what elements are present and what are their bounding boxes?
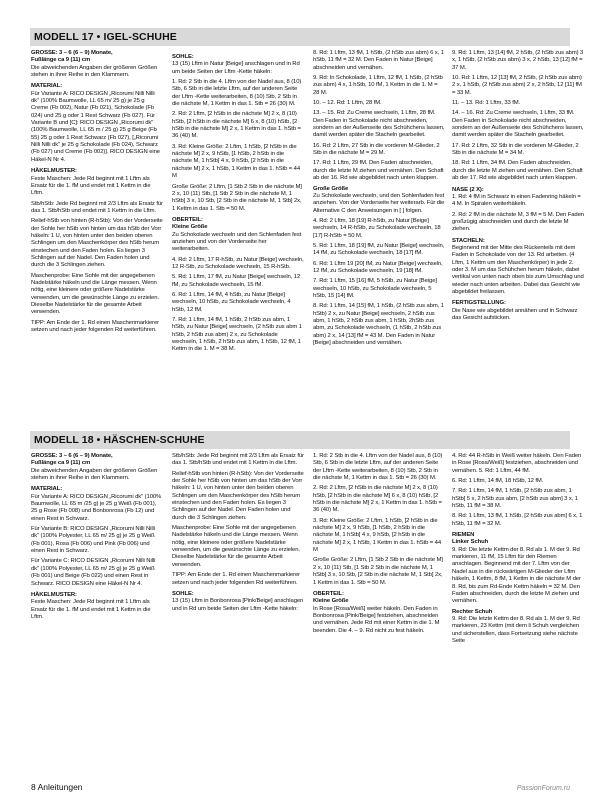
m17-column-2 bbox=[172, 50, 304, 425]
bold-line: Fußlänge ca 9 (11) cm bbox=[31, 57, 91, 64]
subsection-heading: HÄKELMUSTER: bbox=[31, 168, 77, 175]
subsection-heading: STACHELN: bbox=[452, 237, 485, 244]
m18-column-4 bbox=[452, 453, 584, 781]
paragraph: 17. Rd: 1 Lftm, 29 fM. Den Faden abschneiden, durch die letzte M ziehen und vernähen. Den Schaft ab der 16. Rd wie abgebildet nach unten klappen. bbox=[313, 160, 444, 182]
paragraph: 4. Rd: 2 Lftm, 18 [19] R-hStb, zu Natur [Beige] wechseln, 14 R-hStb, zu Schokolade wechseln, 18 [17] R-hStb = 50 M. bbox=[313, 217, 441, 239]
paragraph: Relief-hStb von hinten (R-hStb): Von der Vorderseite der Sohle her hStb von hinten um das hStb der Vorr häkeln: 1 U, von hinten unter den beiden oberen Schlingen um den Maschenkörper des hStb herum einstechen und den Faden holen. Es liegen 3 Schlingen auf der Nadel. Den Faden holen und durch die 3 Schlingen ziehen. bbox=[172, 470, 304, 521]
section-label: Anleitungen bbox=[37, 782, 83, 792]
paragraph: Maschenprobe: Eine Sohle mit der angegebenen Nadelstärke häkeln und die Länge messen. Wenn nötig, eine kleinere oder größere Nadelstärke verwenden, um die gewünschte Länge zu erzielen. Dieselbe Nadelstärke für die gesamte Arbeit verwenden. bbox=[172, 525, 300, 568]
bold-line: Kleine Größe bbox=[313, 598, 349, 605]
paragraph: Relief-hStb von hinten (R-hStb): Von der Vorderseite der Sohle her hStb von hinten um das hStb der Vorr häkeln: 1 U, von hinten unter den beiden oberen Schlingen um den Maschenkörper des hStb herum einstechen und den Faden holen. Es liegen 3 Schlingen auf der Nadel. Den Faden holen und durch die 3 Schlingen ziehen. bbox=[31, 218, 163, 269]
paragraph: Für Variante C: RICO DESIGN „Ricorumi Nilli Nilli dk" (100% Polyester, LL 65 m/ 25 g) je 25 g Weiß (Fb 001) und Beige (Fb 022) und einen Rest in Schwarz. RICO DESIGN eine Häkel-N Nr 4. bbox=[31, 558, 156, 587]
paragraph: 13 (15) Lftm in Bonbonrosa [Pink/Beige] anschlagen und in Rd um beide Seiten der Lftm -Kette häkeln: bbox=[172, 598, 304, 612]
paragraph: 5. Rd: 1 Lftm, 18 [19] fM, zu Natur [Beige] wechseln, 14 fM, zu Schokolade wechseln, 18 [17] fM. bbox=[313, 242, 445, 257]
paragraph: 14. – 16. Rd: Zu Creme wechseln, 1 Lftm, 33 fM. Den Faden in Schokolade nicht abschneiden, sondern an der Außenseite des Schühchens lassen, damit werden später die Stacheln gearbeitet. bbox=[452, 110, 584, 139]
paragraph: 2. Rd: 2 Lftm, [2 hStb in die nächste M] 2 x, 8 (10) hStb, [2 hStb in die nächste M] 6 x, 8 (10) hStb, [2 hStb in die nächste M] 2 x, 1 Kettm in das 1. hStb = 36 (40) M. bbox=[172, 111, 301, 140]
paragraph: Maschenprobe: Eine Sohle mit der angegebenen Nadelstärke häkeln und die Länge messen. Wenn nötig, eine kleinere oder größere Nadelstärke verwenden, um die gewünschte Länge zu erzielen. Dieselbe Nadelstärke für die gesamte Arbeit verwenden. bbox=[31, 272, 159, 316]
paragraph: 7. Rd: 1 Lftm, 15 [16] fM, 5 hStb, zu Natur [Beige] wechseln, 10 hStb, zu Schokolade wechseln, 5 hStb, 15 [14] fM. bbox=[313, 278, 437, 299]
m17-column-1 bbox=[31, 50, 163, 425]
paragraph: TIPP: Am Ende der 1. Rd einen Maschenmarkierer setzen und nach jeder folgenden Rd weiterführen. bbox=[172, 572, 300, 586]
paragraph: 2. Rd: 2 fM in die nächste M, 3 fM = 5 M. Den Faden großzügig abschneiden und durch die letzte M ziehen. bbox=[452, 211, 584, 233]
paragraph: Zu Schokolade wechseln und den Schlenfaden fest anziehen und von der Vorderseite her weiterarbeiten. bbox=[172, 231, 302, 253]
paragraph: 8. Rd: 1 Lftm, 14 [15] fM, 1 hStb, (2 hStb zus abm, 1 hStb) 2 x, zu Natur [Beige] wechseln, 2 hStb zus abm, 1 hStb, 2 hStb zus abm, 1 hStb, 2hStb zus abm, zu Schokolade wechseln, (1 hStb, 2 hStb zus abm) 2 x, 14 [13] fM = 43 M. Den Faden in Natur [Beige] abschneiden und vernähen. bbox=[313, 303, 444, 347]
paragraph: Zu Schokolade wechseln, und den Sohlenfaden fest anziehen. Von der Vorderseite her weiterarb. Für die Alternative C den Anweisungen in [ ] folgen. bbox=[313, 192, 445, 214]
paragraph: Feste Maschen: Jede Rd beginnt mit 1 Lftm als Ersatz für die 1. fM und endet mit 1 Kettm in die Lftm. bbox=[31, 175, 151, 197]
paragraph: 4. Rd: 2 Lftm, 17 R-hStb, zu Natur [Beige] wechseln, 12 R-Stb, zu Schokolade wechseln, 15 R-hStb. bbox=[172, 256, 304, 270]
paragraph: Feste Maschen: Jede Rd beginnt mit 1 Lftm als Ersatz für die 1. fM und endet mit 1 Kettm in die Lftm. bbox=[31, 599, 151, 620]
paragraph: 10. Rd: 1 Lftm, 12 [13] fM, 2 hStb, (2 hStb zus abm) 2 x, 1 hStb, (2 hStb zus abm) 2 x, 2 hStb, 12 [11] fM = 33 M. bbox=[452, 75, 582, 96]
subsection-heading: SOHLE: bbox=[172, 590, 194, 597]
subsection-heading: FERTIGSTELLUNG: bbox=[452, 300, 506, 307]
paragraph: 9. Rd: Die letzte Kettm der 8. Rd als 1. M der 9. Rd markieren, 11 fM, 15 Lftm für den Riemen anschlagen. Beginnend mit der 7. Lftm von der Nadel aus in die rückwärtigen M-Glieder der Lftm häkeln, 1 Kettm, 8 fM, 1 Kettm in die nächste M der 8. Rd, bis zum Rd-Ende Kettm häkeln = 32 M. Den Faden abschneiden, durch die letzte M ziehen und vernähen. bbox=[452, 546, 581, 605]
paragraph: 1. Rd: 2 Stb in die 4. Lftm von der Nadel aus, 8 (10) Stb, 6 Stb in die letzte Lftm, auf der anderen Seite der Lftm -Kette weiterarbeiten, 8 (10) Stb, 2 Stb in die nächste M, 1 Kettm in das 1. Stb = 26 (30) M. bbox=[172, 79, 302, 108]
subsection-heading: OBERTEIL: bbox=[172, 216, 203, 223]
bold-line: GRÖSSE: 3 – 6 (6 – 9) Monate, bbox=[31, 453, 113, 459]
paragraph: 1. Rd: 2 Stb in die 4. Lftm von der Nadel aus, 8 (10) Stb, 6 Stb in die letzte Lftm, auf der anderen Seite der Lftm -Kette weiterarbeiten, 8 (10) Stb, 2 Stb in die nächste M, 1 Kettm in das 1. Stb = 26 (30) M. bbox=[313, 453, 443, 482]
bold-line: GRÖSSE: 3 – 6 (6 – 9) Monate, bbox=[31, 50, 113, 56]
m18-column-3 bbox=[313, 453, 445, 781]
section-title-modell-18: MODELL 18 • HÄSCHEN-SCHUHE bbox=[30, 431, 570, 449]
paragraph: 11. – 13. Rd: 1 Lftm, 33 fM. bbox=[452, 100, 521, 107]
paragraph: Große Größe: 2 Lftm, [1 Stb 2 Stb in die nächste M] 2 x, 10 (11) Stb, [1 Stb 2 Stb in die nächste M, 1 hStb] 3 x, 10 Stb, [2 Stb in die nächste M, 1 Stb] 2x, 1 Kettm in das 1. Stb = 50 M. bbox=[172, 183, 302, 212]
bold-line: Rechter Schuh bbox=[452, 608, 493, 615]
paragraph: Die abweichenden Angaben der größeren Größen stehen in ihrer Reihe in den Klammern. bbox=[31, 467, 158, 482]
paragraph: Für Variante B: RICO DESIGN „Ricorumi Nilli Nilli dk" (100% Polyester, LL 65 m/ 25 g) je 25 g Weiß (Fb 001), Rosa (Fb 006) und Pink (Fb 006) und einen Rest in Schwarz. bbox=[31, 526, 155, 555]
paragraph: 6. Rd: 1 Lftm, 14 fM, 4 hStb, zu Natur [Beige] wechseln, 10 hStb, zu Schokolade wechseln, 4 hStb, 12 fM. bbox=[172, 291, 291, 313]
paragraph: TIPP: Am Ende der 1. Rd einen Maschenmarkierer setzen und nach jeder folgenden Rd weiterführen. bbox=[31, 319, 159, 334]
paragraph: 6. Rd: 1 Lftm, 14 fM, 18 hStb, 12 fM. bbox=[452, 478, 544, 485]
m18-column-1 bbox=[31, 453, 163, 781]
paragraph: Für Variante A: RICO DESIGN „Ricorumi Nilli Nilli dk" (100% Baumwolle, LL 65 m/ 25 g) je 25 g Creme (Fb 002), Natur (Fb 021), Schokolade (Fb 024) und 25 g oder 1 Rest Schwarz (Fb 027). Für Variante B und [C]: RICO DESIGN „Ricorumi dk" (100% Baumwolle, LL 65 m / 25 g) 25 g Beige (Fb 55) 25 g oder 1 Rest Schwarz (Fb 027), [„Ricorumi Nilli Nilli dk" je 25 g Schokolade (Fb 024), Schwarz (Fb 027) und Creme (Fb 002)]. RICO DESIGN eine Häkel-N Nr 4. bbox=[31, 90, 160, 163]
paragraph: 4. Rd: 44 R-hStb in Weiß weiter häkeln. Den Faden in Rose [Rosa/Weiß] festziehen, abschneiden und vernähen. 5. Rd: 1 Lftm, 44 fM. bbox=[452, 453, 582, 474]
paragraph: 13. – 15. Rd: Zu Creme wechseln, 1 Lftm, 28 fM. Den Faden in Schokolade nicht abschneiden, sondern an der Außenseite des Schühchens lassen, damit werden später die Stacheln gearbeitet. bbox=[313, 110, 445, 139]
paragraph: 16. Rd: 2 Lftm, 27 Stb in die vorderen M-Glieder, 2 Stb in die nächste M = 29 M. bbox=[313, 142, 440, 157]
watermark: PassionForum.ru bbox=[516, 785, 570, 792]
page-footer bbox=[31, 782, 83, 793]
paragraph: Für Variante A: RICO DESIGN „Ricorumi dk" (100% Baumwolle, LL 65 m /25 g) je 25 g Weiß (Fb 001), 25 g Rose (Fb 008) und Bonbonrosa (Fb 12) und einen Rest in Schwarz. bbox=[31, 493, 162, 522]
subsection-heading: SOHLE: bbox=[172, 54, 194, 60]
paragraph: 18. Rd: 1 Lftm, 34 fM. Den Faden abschneiden, durch die letzte M ziehen und vernähen. Den Schaft ab der 17. Rd wie abgebildet nach unten klappen. bbox=[452, 160, 583, 182]
subsection-heading: MATERIAL: bbox=[31, 486, 63, 493]
m17-column-4 bbox=[452, 50, 584, 425]
bold-line: Große Größe bbox=[313, 185, 349, 192]
paragraph: 9. Rd: 1 Lftm, 13 [14] fM, 2 hStb, (2 hStb zus abm) 3 x, 1 hStb, (2 hStb zus abm) 3 x, 2 hStb, 13 [12] fM = 37 M. bbox=[452, 50, 584, 71]
subsection-heading: OBERTEIL: bbox=[313, 590, 344, 597]
subsection-heading: RIEMEN bbox=[452, 532, 475, 539]
paragraph: 3. Rd: Kleine Größe: 2 Lftm, 1 hStb, [2 hStb in die nächste M] 2 x, 9 hStb, [1 hStb, 2 hStb in die nächste M, 1 hStb] 4 x, 9 hStb, [2 hStb in die nächste M] 2 x, 1 hStb, 1 Kettm in das 1. hStb = 44 M bbox=[172, 143, 301, 180]
paragraph: Beginnend mit der Mitte des Rückenteils mit dem Faden in Schokolade von der 13. Rd arbeiten. (4 Lftm, 1 Kettm um den Maschenkörper) in jede 2. oder 3. M um das Schühchen herum häkeln, dabei vertikal von unten nach oben bis zum Umschlag und wieder nach unten arbeiten. Dabei das Gesicht wie abgebildet freilassen. bbox=[452, 244, 584, 295]
paragraph: Die Nase wie abgebildet annähen und in Schwarz das Gesicht aufsticken. bbox=[452, 307, 578, 321]
m18-column-2 bbox=[172, 453, 304, 781]
section-title-modell-17: MODELL 17 • IGEL-SCHUHE bbox=[30, 28, 570, 46]
paragraph: Große Größe: 2 Lftm, [1 Stb 2 Stb in die nächste M] 2 x, 10 (11) Stb, [1 Stb 2 Stb in die nächste M, 1 hStb] 3 x, 10 Stb, [2 Stb in die nächste M, 1 Stb] 2x, 1 Kettm in das 1. Stb = 50 M. bbox=[313, 557, 443, 586]
bold-line: Linker Schuh bbox=[452, 539, 489, 546]
page-number: 8 bbox=[31, 782, 36, 792]
paragraph: Die abweichenden Angaben der größeren Größen stehen in ihrer Reihe in den Klammern. bbox=[31, 64, 158, 79]
paragraph: Stb/hStb: Jede Rd beginnt mit 2/3 Lftm als Ersatz für das 1. Stb/hStb und endet mit 1 Kettm in die Lftm. bbox=[172, 453, 304, 467]
paragraph: 7. Rd: 1 Lftm, 14 fM, 1 hStb, [2 hStb zus abm, 1 hStb] 5 x, 2 hStb zus abm, [2 hStb zus abm] 3 x, 1 hStb, 11 fM = 38 M. bbox=[452, 488, 578, 510]
paragraph: 5. Rd: 1 Lftm, 17 fM, zu Natur [Beige] wechseln, 12 fM, zu Schokolade wechseln, 15 fM. bbox=[172, 274, 301, 288]
paragraph: 8. Rd: 1 Lftm, 13 fM, 1 hStb, [2 hStb zus abm] 6 x, 1 hStb, 11 fM = 32 M. bbox=[452, 513, 583, 527]
paragraph: 7. Rd: 1 Lftm, 14 fM, 1 hStb, 2 hStb zus abm, 1 hStb, zu Natur [Beige] wechseln, (2 hStb zus abm 1 hStb, 2 hStb zus abm) 2 x, zu Schokolade wechseln, 1 hStb, 2 hStb zus abm, 1 hStb, 12 fM, 1 Kettm in die 1. M = 38 M. bbox=[172, 317, 302, 353]
paragraph: In Rose [Rosa/Weiß] weiter häkeln. Den Faden in Bonbonrosa [Pink/Beige] festziehen, abschneiden und vernähen. Jede Rd mit einer Kettm in die 1. M beenden. Die 4. – 9. Rd nicht zu fest häkeln. bbox=[313, 605, 440, 634]
paragraph: 8. Rd: 1 Lftm, 13 fM, 1 hStb, (2 hStb zus abm) 6 x, 1 hStb, 11 fM = 32 M. Den Faden in Natur [Beige] abschneiden und vernähen. bbox=[313, 50, 444, 71]
bold-line: Fußlänge ca 9 (11) cm bbox=[31, 460, 91, 467]
paragraph: Stb/hStb: Jede Rd beginnt mit 2/3 Lftm als Ersatz für das 1. Stb/hStb und endet mit 1 Kettm in die Lftm. bbox=[31, 200, 163, 214]
paragraph: 2. Rd: 2 Lftm, [2 hStb in die nächste M] 2 x, 8 (10) hStb, [2 hStb in die nächste M] 6 x, 8 (10) hStb, [2 hStb in die nächste M] 2 x, 1 Kettm in das 1. hStb = 36 (40) M. bbox=[313, 485, 442, 514]
paragraph: 13 (15) Lftm in Natur [Beige] anschlagen und in Rd um beide Seiten der Lftm -Kette häkeln: bbox=[172, 61, 300, 75]
paragraph: 1. Rd: 4 fM in Schwarz in einen Fadenring häkeln = 4 M. In Spiralen weiterhäkeln. bbox=[452, 193, 581, 208]
subsection-heading: MATERIAL: bbox=[31, 83, 63, 90]
paragraph: 9. Rd: In Schokolade, 1 Lftm, 12 fM, 1 hStb, (2 hStb zus abm) 4 x, 1 hStb, 10 fM, 1 Kettm in die 1. M = 28 M. bbox=[313, 75, 443, 96]
subsection-heading: HÄKELMUSTER: bbox=[31, 591, 77, 598]
paragraph: 3. Rd: Kleine Größe: 2 Lftm, 1 hStb, [2 hStb in die nächste M] 2 x, 9 hStb, [1 hStb, 2 hStb in die nächste M, 1 hStb] 4 x, 9 hStb, [2 hStb in die nächste M] 2 x, 1 hStb, 1 Kettm in das 1. hStb = 44 M bbox=[313, 517, 442, 554]
bold-line: Kleine Größe bbox=[172, 224, 208, 231]
paragraph: 6. Rd: 1 Lftm 19 [20] fM, zu Natur [Beige] wechseln, 12 fM, zu Schokolade wechseln, 19 [18] fM. bbox=[313, 260, 443, 274]
subsection-heading: NASE (2 X): bbox=[452, 186, 484, 193]
m17-column-3 bbox=[313, 50, 445, 425]
paragraph: 10. – 12. Rd: 1 Lftm, 28 fM. bbox=[313, 100, 382, 107]
paragraph: 9. Rd: Die letzte Kettm der 8. Rd als 1. M der 9. Rd markieren, 23 Kettm (mit dem li Schuh vergleichen und sicherstellen, dass Fortsetzung siehe nächste Seite bbox=[452, 615, 580, 644]
paragraph: 17. Rd: 2 Lftm, 32 Stb in die vorderen M-Glieder, 2 Stb in die nächste M = 34 M. bbox=[452, 142, 579, 157]
